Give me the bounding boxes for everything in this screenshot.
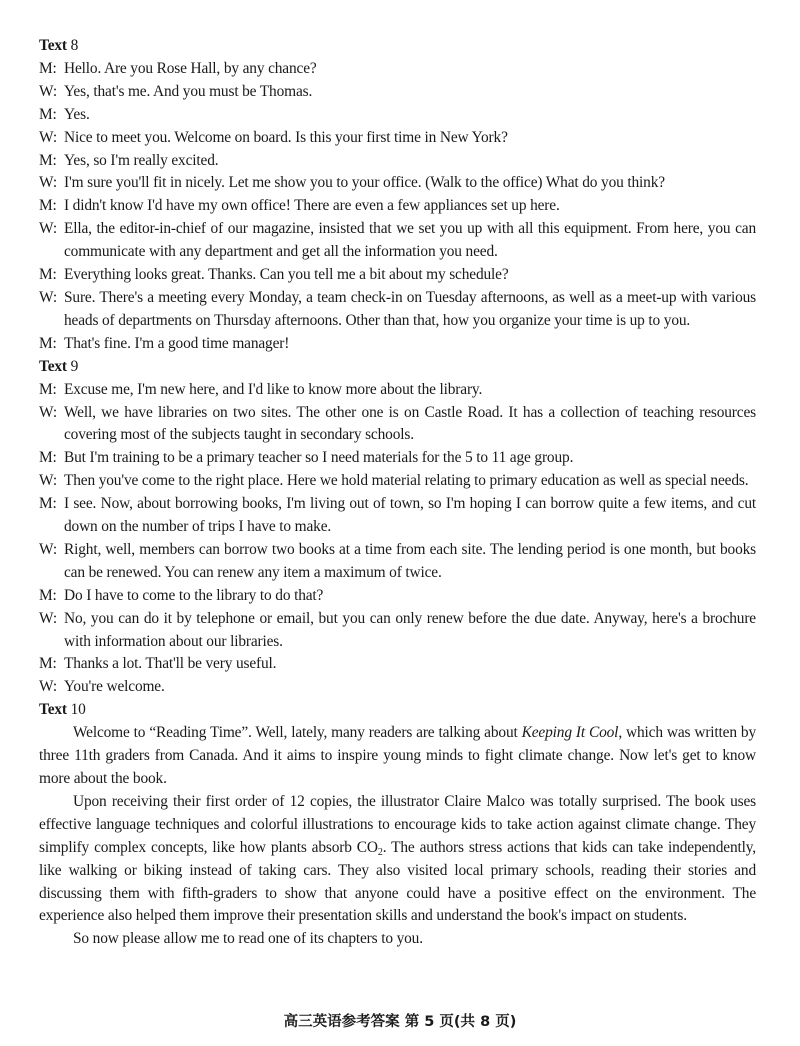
speaker-label: W: [39,128,57,146]
speaker-label: W: [39,288,57,306]
speaker-label: M: [39,449,57,467]
paragraph-1 [39,722,756,791]
paragraph-3: So now please allow me to read one of its chapters to you. [73,930,423,948]
section-heading [39,35,756,58]
dialogue-turn [39,447,756,470]
dialogue-turn [39,287,756,333]
speaker-label: W: [39,472,57,490]
utterance-text: Nice to meet you. Welcome on board. Is this your first time in New York? [64,128,508,146]
speaker-name: W [39,403,53,421]
dialogue-turn [39,539,756,585]
section-text-8 [39,35,756,356]
speaker-label: M: [39,266,57,284]
dialogue-turn [39,127,756,150]
dialogue-turn [39,218,756,264]
utterance-text: Yes, that's me. And you must be Thomas. [64,82,313,100]
speaker-name: M [39,151,53,169]
utterance-text: Well, we have libraries on two sites. The other one is on Castle Road. It has a collection of teaching resources covering most of the subjects taught in secondary schools. [64,403,756,444]
speaker-name: M [39,334,53,352]
document-page [39,35,756,951]
utterance-text: Hello. Are you Rose Hall, by any chance? [64,59,317,77]
paragraph-text: Upon receiving their first order of 12 copies, the illustrator Claire Malco was totally surprised. The book uses effective language techniques and colorful illustrations to encourage kids to take action against climate change. They simplify complex concepts, like how plants absorb CO [39,792,756,856]
speaker-name: M [39,197,53,215]
speaker-label: M: [39,586,57,604]
paragraph-text: , which was written by three 11th graders from Canada. And it aims to inspire young minds to fight climate change. Now let's get to know more about the book. [39,724,756,787]
utterance-text: Thanks a lot. That'll be very useful. [64,655,277,673]
section-text-9 [39,356,756,700]
speaker-name: W [39,540,53,558]
heading-word: Text [39,37,67,54]
speaker-label: M: [39,197,57,215]
speaker-label: M: [39,105,57,123]
section-heading [39,356,756,379]
dialogue-turn [39,264,756,287]
paragraph-text: Welcome to “Reading Time”. Well, lately, many readers are talking about [73,724,522,742]
speaker-label: W: [39,609,57,627]
utterance-text: Ella, the editor-in-chief of our magazine, insisted that we set you up with all this equipment. From here, you can communicate with any department and get all the information you need. [64,220,756,261]
dialogue-turn [39,402,756,448]
utterance-text: You're welcome. [64,678,165,696]
utterance-text: Right, well, members can borrow two books at a time from each site. The lending period is one month, but books can be renewed. You can renew any item a maximum of twice. [64,540,756,581]
utterance-text: Yes, so I'm really excited. [64,151,219,169]
speaker-label: M: [39,380,57,398]
utterance-text: I see. Now, about borrowing books, I'm living out of town, so I'm hoping I can borrow quite a few items, and cut down on the number of trips I have to make. [64,495,756,536]
speaker-name: M [39,105,53,123]
utterance-text: Everything looks great. Thanks. Can you tell me a bit about my schedule? [64,266,509,284]
utterance-text: Sure. There's a meeting every Monday, a team check-in on Tuesday afternoons, as well as a meet-up with various heads of departments on Thursday afternoons. Other than that, how you organize your time is up to you. [64,288,756,329]
speaker-label: W: [39,678,57,696]
dialogue-turn [39,379,756,402]
speaker-name: M [39,59,53,77]
heading-number: 8 [70,37,79,54]
utterance-text: I didn't know I'd have my own office! There are even a few appliances set up here. [64,197,560,215]
dialogue-sections [39,35,756,699]
speaker-name: M [39,655,53,673]
speaker-label: M: [39,151,57,169]
speaker-label: W: [39,174,57,192]
speaker-name: W [39,609,53,627]
speaker-name: W [39,220,53,238]
speaker-label: M: [39,334,57,352]
speaker-name: M [39,266,53,284]
paragraph-2 [39,791,756,928]
dialogue-turn [39,58,756,81]
speaker-name: M [39,495,53,513]
section-heading [39,699,756,722]
heading-word: Text [39,357,67,375]
utterance-text: No, you can do it by telephone or email, but you can only renew before the due date. Anyway, here's a brochure with information about our libraries. [64,609,756,650]
dialogue-turn [39,676,756,699]
dialogue-turn [39,150,756,173]
paragraph-text: . The authors stress actions that kids can take independently, like walking or biking instead of taking cars. They also visited local primary schools, reading their stories and discussing them with fifth-graders to show that anyone could have a positive effect on the environment. The experience also helped them improve their presentation skills and understand the book's impact on students. [39,838,756,925]
heading-number: 10 [70,701,86,719]
dialogue-turn [39,333,756,356]
utterance-text: That's fine. I'm a good time manager! [64,334,290,352]
section-text-10 [39,699,756,951]
dialogue-turn [39,195,756,218]
speaker-label: M: [39,655,57,673]
speaker-name: W [39,128,53,146]
utterance-text: Excuse me, I'm new here, and I'd like to know more about the library. [64,380,483,398]
utterance-text: I'm sure you'll fit in nicely. Let me show you to your office. (Walk to the office) What do you think? [64,174,665,192]
speaker-name: W [39,288,53,306]
dialogue-turn [39,653,756,676]
speaker-label: W: [39,82,57,100]
dialogue-turn [39,585,756,608]
utterance-text: Do I have to come to the library to do that? [64,586,324,604]
utterance-text: Then you've come to the right place. Here we hold material relating to primary education as well as special needs. [64,472,749,490]
speaker-name: W [39,174,53,192]
speaker-label: W: [39,540,57,558]
speaker-label: W: [39,220,57,238]
speaker-label: M: [39,495,57,513]
utterance-text: Yes. [64,105,90,123]
speaker-name: W [39,82,53,100]
heading-number: 9 [70,357,79,375]
dialogue-turn [39,608,756,654]
speaker-name: W [39,472,53,490]
dialogue-turn [39,470,756,493]
speaker-name: W [39,678,53,696]
speaker-name: M [39,586,53,604]
heading-word: Text [39,701,67,719]
subscript: 2 [377,846,383,858]
dialogue-turn [39,81,756,104]
speaker-name: M [39,449,53,467]
speaker-label: M: [39,59,57,77]
speaker-label: W: [39,403,57,421]
book-title: Keeping It Cool [521,724,619,742]
dialogue-turn [39,493,756,539]
page-footer: 高三英语参考答案 第 5 页(共 8 页) [283,1014,517,1030]
dialogue-turn [39,104,756,127]
utterance-text: But I'm training to be a primary teacher so I need materials for the 5 to 11 age group. [64,449,574,467]
dialogue-turn [39,172,756,195]
speaker-name: M [39,380,53,398]
